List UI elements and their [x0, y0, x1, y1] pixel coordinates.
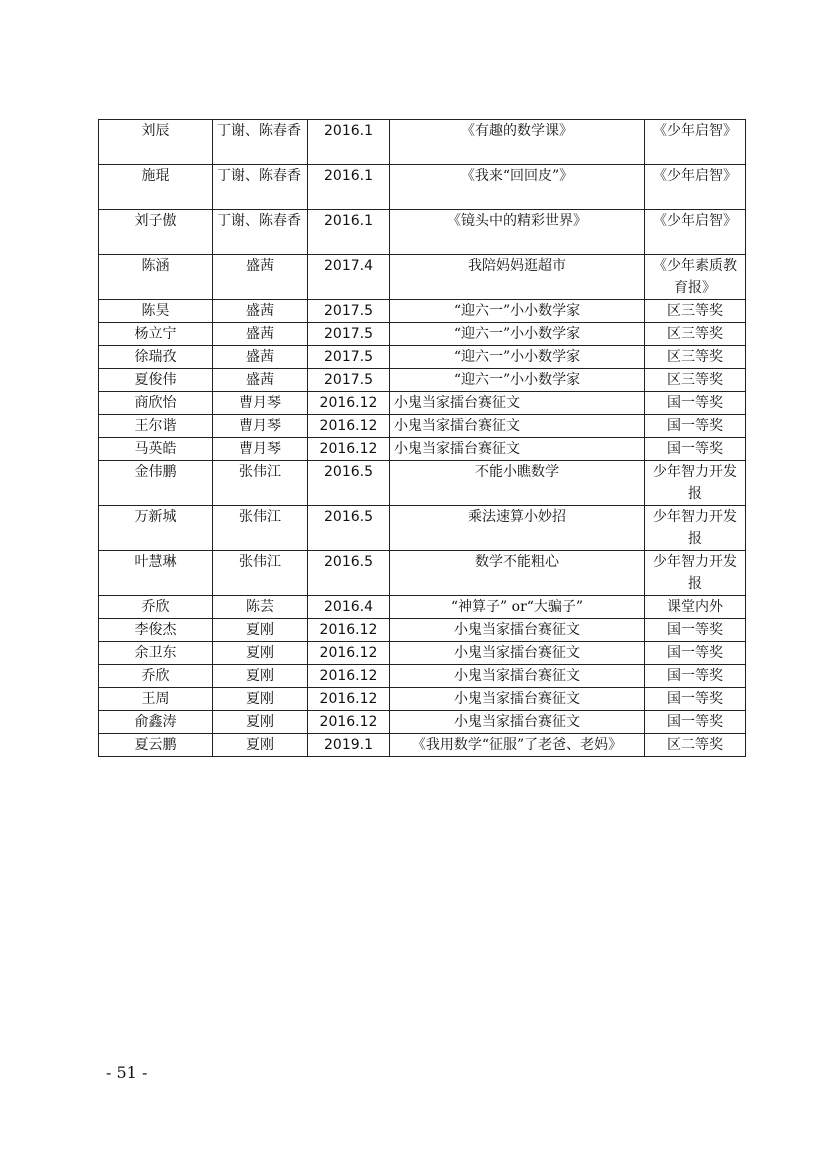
date-cell: 2016.5	[308, 506, 390, 551]
date-cell: 2016.1	[308, 120, 390, 165]
title-cell: 小鬼当家擂台赛征文	[390, 688, 645, 711]
date-cell: 2016.12	[308, 642, 390, 665]
award-cell: 区三等奖	[645, 369, 746, 392]
title-cell: 乘法速算小妙招	[390, 506, 645, 551]
award-cell: 区三等奖	[645, 300, 746, 323]
title-cell: 《有趣的数学课》	[390, 120, 645, 165]
teacher-cell: 丁谢、陈春香	[213, 210, 308, 255]
student-cell: 马英皓	[99, 438, 213, 461]
teacher-cell: 夏刚	[213, 711, 308, 734]
title-cell: 《镜头中的精彩世界》	[390, 210, 645, 255]
table-row	[99, 551, 746, 596]
title-cell: 不能小瞧数学	[390, 461, 645, 506]
teacher-cell: 夏刚	[213, 688, 308, 711]
award-cell: 《少年素质教育报》	[645, 255, 746, 300]
table-row	[99, 300, 746, 323]
student-cell: 陈涵	[99, 255, 213, 300]
title-cell: “神算子” or“大骗子”	[390, 596, 645, 619]
student-cell: 夏云鹏	[99, 734, 213, 757]
student-cell: 杨立宁	[99, 323, 213, 346]
title-cell: 小鬼当家擂台赛征文	[390, 415, 645, 438]
award-cell: 少年智力开发报	[645, 506, 746, 551]
date-cell: 2016.5	[308, 461, 390, 506]
teacher-cell: 张伟江	[213, 506, 308, 551]
student-cell: 夏俊伟	[99, 369, 213, 392]
date-cell: 2017.5	[308, 323, 390, 346]
student-cell: 余卫东	[99, 642, 213, 665]
table-row	[99, 369, 746, 392]
award-cell: 《少年启智》	[645, 210, 746, 255]
date-cell: 2016.12	[308, 619, 390, 642]
date-cell: 2017.5	[308, 300, 390, 323]
date-cell: 2016.12	[308, 711, 390, 734]
date-cell: 2016.12	[308, 392, 390, 415]
date-cell: 2016.12	[308, 688, 390, 711]
teacher-cell: 丁谢、陈春香	[213, 120, 308, 165]
student-cell: 王周	[99, 688, 213, 711]
award-cell: 《少年启智》	[645, 120, 746, 165]
date-cell: 2016.1	[308, 210, 390, 255]
award-cell: 国一等奖	[645, 619, 746, 642]
award-cell: 国一等奖	[645, 665, 746, 688]
table-row	[99, 642, 746, 665]
title-cell: 小鬼当家擂台赛征文	[390, 665, 645, 688]
award-cell: 国一等奖	[645, 642, 746, 665]
title-cell: 我陪妈妈逛超市	[390, 255, 645, 300]
award-cell: 国一等奖	[645, 711, 746, 734]
teacher-cell: 夏刚	[213, 619, 308, 642]
student-cell: 徐瑞孜	[99, 346, 213, 369]
student-cell: 李俊杰	[99, 619, 213, 642]
title-cell: 《我用数学“征服”了老爸、老妈》	[390, 734, 645, 757]
student-cell: 万新城	[99, 506, 213, 551]
teacher-cell: 陈芸	[213, 596, 308, 619]
award-cell: 国一等奖	[645, 438, 746, 461]
award-cell: 课堂内外	[645, 596, 746, 619]
award-cell: 国一等奖	[645, 392, 746, 415]
award-cell: 区二等奖	[645, 734, 746, 757]
title-cell: “迎六一”小小数学家	[390, 346, 645, 369]
teacher-cell: 张伟江	[213, 461, 308, 506]
title-cell: 小鬼当家擂台赛征文	[390, 642, 645, 665]
table-row	[99, 323, 746, 346]
date-cell: 2016.5	[308, 551, 390, 596]
title-cell: “迎六一”小小数学家	[390, 323, 645, 346]
awards-table-body	[99, 120, 746, 757]
date-cell: 2017.5	[308, 346, 390, 369]
title-cell: “迎六一”小小数学家	[390, 369, 645, 392]
student-cell: 刘辰	[99, 120, 213, 165]
student-cell: 陈昊	[99, 300, 213, 323]
student-cell: 乔欣	[99, 596, 213, 619]
teacher-cell: 夏刚	[213, 665, 308, 688]
table-row	[99, 688, 746, 711]
teacher-cell: 夏刚	[213, 642, 308, 665]
page-number: - 51 -	[106, 1063, 148, 1082]
award-cell: 国一等奖	[645, 688, 746, 711]
teacher-cell: 丁谢、陈春香	[213, 165, 308, 210]
date-cell: 2016.12	[308, 415, 390, 438]
table-row	[99, 665, 746, 688]
student-cell: 商欣怡	[99, 392, 213, 415]
teacher-cell: 盛茜	[213, 255, 308, 300]
table-row	[99, 165, 746, 210]
title-cell: 小鬼当家擂台赛征文	[390, 619, 645, 642]
table-row	[99, 711, 746, 734]
table-row	[99, 596, 746, 619]
award-cell: 区三等奖	[645, 323, 746, 346]
award-cell: 少年智力开发报	[645, 461, 746, 506]
table-row	[99, 734, 746, 757]
student-cell: 叶慧琳	[99, 551, 213, 596]
table-row	[99, 461, 746, 506]
table-row	[99, 346, 746, 369]
table-row	[99, 415, 746, 438]
title-cell: 小鬼当家擂台赛征文	[390, 711, 645, 734]
teacher-cell: 曹月琴	[213, 438, 308, 461]
date-cell: 2016.1	[308, 165, 390, 210]
awards-table	[98, 119, 746, 757]
teacher-cell: 盛茜	[213, 369, 308, 392]
teacher-cell: 曹月琴	[213, 392, 308, 415]
student-cell: 俞鑫涛	[99, 711, 213, 734]
table-row	[99, 392, 746, 415]
teacher-cell: 曹月琴	[213, 415, 308, 438]
table-row	[99, 619, 746, 642]
teacher-cell: 盛茜	[213, 346, 308, 369]
title-cell: 小鬼当家擂台赛征文	[390, 392, 645, 415]
date-cell: 2016.12	[308, 438, 390, 461]
date-cell: 2016.12	[308, 665, 390, 688]
award-cell: 少年智力开发报	[645, 551, 746, 596]
teacher-cell: 夏刚	[213, 734, 308, 757]
award-cell: 区三等奖	[645, 346, 746, 369]
title-cell: 小鬼当家擂台赛征文	[390, 438, 645, 461]
award-cell: 《少年启智》	[645, 165, 746, 210]
table-row	[99, 120, 746, 165]
teacher-cell: 盛茜	[213, 300, 308, 323]
date-cell: 2017.5	[308, 369, 390, 392]
table-row	[99, 210, 746, 255]
title-cell: “迎六一”小小数学家	[390, 300, 645, 323]
table-row	[99, 438, 746, 461]
table-row	[99, 506, 746, 551]
date-cell: 2017.4	[308, 255, 390, 300]
table-row	[99, 255, 746, 300]
teacher-cell: 张伟江	[213, 551, 308, 596]
title-cell: 《我来“回回皮”》	[390, 165, 645, 210]
student-cell: 施琨	[99, 165, 213, 210]
teacher-cell: 盛茜	[213, 323, 308, 346]
title-cell: 数学不能粗心	[390, 551, 645, 596]
student-cell: 刘子傲	[99, 210, 213, 255]
date-cell: 2016.4	[308, 596, 390, 619]
student-cell: 王尔谐	[99, 415, 213, 438]
student-cell: 乔欣	[99, 665, 213, 688]
award-cell: 国一等奖	[645, 415, 746, 438]
student-cell: 金伟鹏	[99, 461, 213, 506]
date-cell: 2019.1	[308, 734, 390, 757]
